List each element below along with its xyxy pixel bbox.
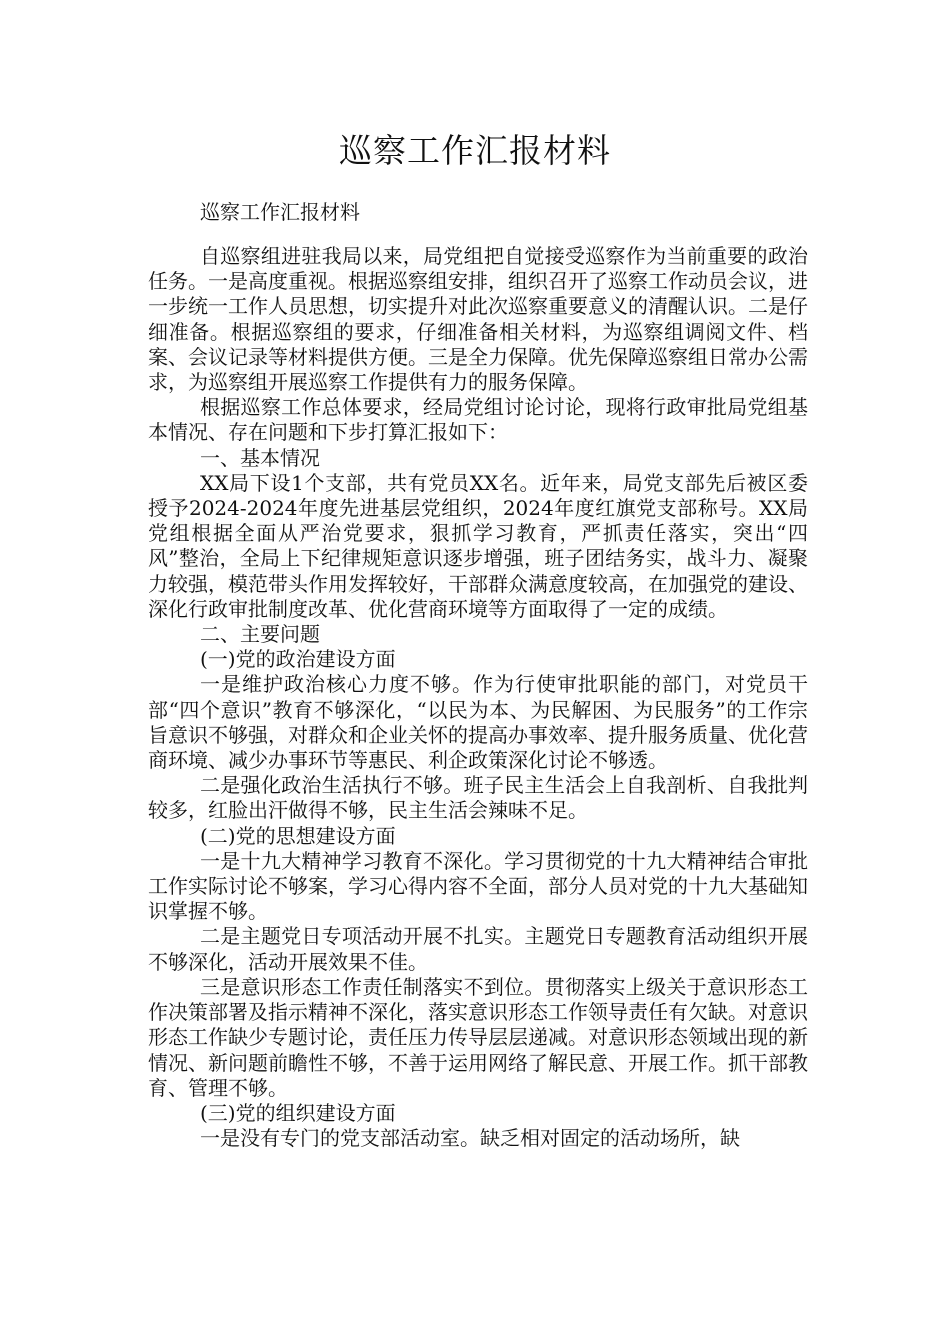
paragraph: 一是维护政治核心力度不够。作为行使审批职能的部门，对党员干部“四个意识”教育不够深化，“以民为本、为民解困、为民服务”的工作宗旨意识不够强，对群众和企业关怀的提高办事效率、提升服务质量、优化营商环境、减少办事环节等惠民、利企政策深化讨论不够透。 xyxy=(148,672,808,773)
subsection-heading: (三)党的组织建设方面 xyxy=(200,1100,396,1125)
subsection-heading: (二)党的思想建设方面 xyxy=(200,823,396,848)
document-title: 巡察工作汇报材料 xyxy=(339,131,611,170)
document-body xyxy=(148,244,808,1151)
section-heading: 二、主要问题 xyxy=(200,622,320,647)
paragraph: 一是十九大精神学习教育不深化。学习贯彻党的十九大精神结合审批工作实际讨论不够案，学习心得内容不全面，部分人员对党的十九大基础知识掌握不够。 xyxy=(148,848,808,924)
paragraph: XX局下设1个支部，共有党员XX名。近年来，局党支部先后被区委授予2024-2024年度先进基层党组织，2024年度红旗党支部称号。XX局党组根据全面从严治党要求，狠抓学习教育，严抓责任落实，突出“四风”整治，全局上下纪律规矩意识逐步增强，班子团结务实，战斗力、凝聚力较强，模范带头作用发挥较好，干部群众满意度较高，在加强党的建设、深化行政审批制度改革、优化营商环境等方面取得了一定的成绩。 xyxy=(148,470,808,621)
paragraph: 自巡察组进驻我局以来，局党组把自觉接受巡察作为当前重要的政治任务。一是高度重视。根据巡察组安排，组织召开了巡察工作动员会议，进一步统一工作人员思想，切实提升对此次巡察重要意义的清醒认识。二是仔细准备。根据巡察组的要求，仔细准备相关材料，为巡察组调阅文件、档案、会议记录等材料提供方便。三是全力保障。优先保障巡察组日常办公需求，为巡察组开展巡察工作提供有力的服务保障。 xyxy=(148,244,808,395)
paragraph: 二是主题党日专项活动开展不扎实。主题党日专题教育活动组织开展不够深化，活动开展效果不佳。 xyxy=(148,924,808,974)
paragraph: 一是没有专门的党支部活动室。缺乏相对固定的活动场所，缺 xyxy=(200,1126,740,1151)
subsection-heading: (一)党的政治建设方面 xyxy=(200,647,396,672)
section-heading: 一、基本情况 xyxy=(200,445,320,470)
paragraph: 二是强化政治生活执行不够。班子民主生活会上自我剖析、自我批判较多，红脸出汗做得不够，民主生活会辣味不足。 xyxy=(148,773,808,823)
paragraph: 根据巡察工作总体要求，经局党组讨论讨论，现将行政审批局党组基本情况、存在问题和下步打算汇报如下： xyxy=(148,395,808,445)
document-subtitle: 巡察工作汇报材料 xyxy=(200,200,360,224)
paragraph: 三是意识形态工作责任制落实不到位。贯彻落实上级关于意识形态工作决策部署及指示精神不深化，落实意识形态工作领导责任有欠缺。对意识形态工作缺少专题讨论，责任压力传导层层递减。对意识形态领域出现的新情况、新问题前瞻性不够，不善于运用网络了解民意、开展工作。抓干部教育、管理不够。 xyxy=(148,974,808,1100)
